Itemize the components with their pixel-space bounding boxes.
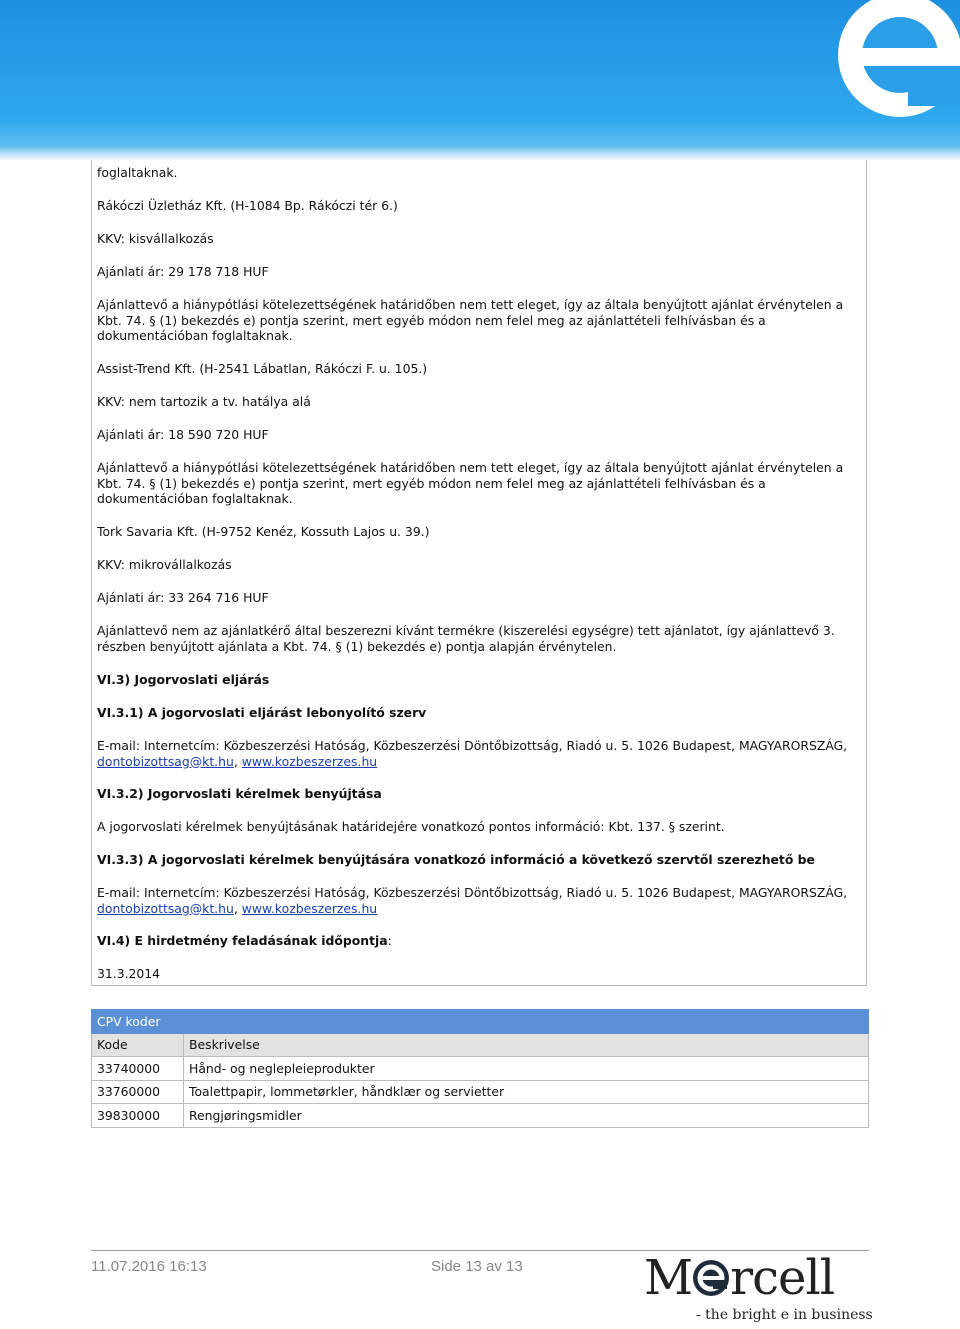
- web-link[interactable]: www.kozbeszerzes.hu: [241, 900, 378, 916]
- company-name: Assist-Trend Kft. (H-2541 Lábatlan, Rákóczi F. u. 105.): [97, 361, 428, 376]
- mercell-logo: [644, 1250, 873, 1327]
- cpv-table-title: CPV koder: [92, 1010, 869, 1034]
- section-heading: VI.3.2) Jogorvoslati kérelmek benyújtása: [97, 786, 382, 801]
- company-name: Tork Savaria Kft. (H-9752 Kenéz, Kossuth Lajos u. 39.): [97, 524, 430, 539]
- logo-text-left: M: [644, 1250, 693, 1306]
- kkv-status: KKV: nem tartozik a tv. hatálya alá: [97, 394, 311, 409]
- section-heading: VI.3.1) A jogorvoslati eljárást lebonyolító szerv: [97, 705, 427, 720]
- table-row: [92, 1057, 869, 1081]
- paragraph: foglaltaknak.: [97, 165, 178, 180]
- kkv-status: KKV: kisvállalkozás: [97, 231, 214, 246]
- table-row: [92, 1080, 869, 1104]
- section-heading: VI.3) Jogorvoslati eljárás: [97, 672, 270, 687]
- kkv-status: KKV: mikrovállalkozás: [97, 557, 232, 572]
- footer-timestamp: 11.07.2016 16:13: [91, 1258, 207, 1275]
- heading-text: VI.4) E hirdetmény feladásának időpontja: [97, 933, 388, 948]
- cpv-table-header-row: [92, 1033, 869, 1057]
- cpv-description: Rengjøringsmidler: [184, 1104, 869, 1128]
- logo-tagline: - the bright e in business: [696, 1307, 873, 1323]
- paragraph: Ajánlattevő nem az ajánlatkérő által beszerezni kívánt termékre (kiszerelési egységre) tett ajánlatot, így ajánlattevő 3. részben benyújtott ajánlata a Kbt. 74. § (1) bekezdés e) pontja alapján érvénytelen.: [97, 623, 835, 654]
- brand-e-icon: [780, 0, 960, 160]
- contact-block: [97, 885, 865, 916]
- logo-text-right: rcell: [730, 1250, 835, 1306]
- company-name: Rákóczi Üzletház Kft. (H-1084 Bp. Rákóczi tér 6.): [97, 198, 398, 213]
- link-separator: ,: [233, 753, 242, 769]
- table-row: [92, 1104, 869, 1128]
- section-heading: VI.3.3) A jogorvoslati kérelmek benyújtására vonatkozó információ a következő szervtől szerezhető be: [97, 852, 815, 867]
- offer-price: Ajánlati ár: 18 590 720 HUF: [97, 427, 269, 442]
- email-link[interactable]: dontobizottsag@kt.hu: [97, 753, 234, 769]
- contact-block: [97, 738, 865, 769]
- paragraph: Ajánlattevő a hiánypótlási kötelezettségének határidőben nem tett eleget, így az általa benyújtott ajánlat érvénytelen a Kbt. 74. § (1) bekezdés e) pontja szerint, mert egyéb módon nem felel meg az ajánlattételi felhívásban és a dokumentációban foglaltaknak.: [97, 460, 844, 506]
- publication-date: 31.3.2014: [97, 966, 161, 981]
- offer-price: Ajánlati ár: 33 264 716 HUF: [97, 590, 269, 605]
- cpv-table: [91, 1009, 869, 1128]
- paragraph: Ajánlattevő a hiánypótlási kötelezettségének határidőben nem tett eleget, így az általa benyújtott ajánlat érvénytelen a Kbt. 74. § (1) bekezdés e) pontja szerint, mert egyéb módon nem felel meg az ajánlattételi felhívásban és a dokumentációban foglaltaknak.: [97, 297, 844, 343]
- logo-wordmark: [644, 1252, 834, 1304]
- contact-text: E-mail: Internetcím: Közbeszerzési Hatóság, Közbeszerzési Döntőbizottság, Riadó u. 5. 1026 Budapest, MAGYARORSZÁG,: [97, 738, 848, 753]
- section-heading: [97, 933, 865, 949]
- cpv-code: 33760000: [92, 1080, 184, 1104]
- column-header-description: Beskrivelse: [184, 1033, 869, 1057]
- offer-price: Ajánlati ár: 29 178 718 HUF: [97, 264, 269, 279]
- cpv-description: Toalettpapir, lommetørkler, håndklær og servietter: [184, 1080, 869, 1104]
- email-link[interactable]: dontobizottsag@kt.hu: [97, 900, 234, 916]
- logo-e-icon: [693, 1260, 729, 1296]
- link-separator: ,: [233, 900, 242, 916]
- heading-colon: :: [387, 933, 392, 948]
- web-link[interactable]: www.kozbeszerzes.hu: [241, 753, 378, 769]
- cpv-description: Hånd- og neglepleieprodukter: [184, 1057, 869, 1081]
- contact-text: E-mail: Internetcím: Közbeszerzési Hatóság, Közbeszerzési Döntőbizottság, Riadó u. 5. 1026 Budapest, MAGYARORSZÁG,: [97, 885, 848, 900]
- paragraph: A jogorvoslati kérelmek benyújtásának határidejére vonatkozó pontos információ: Kbt. 137. § szerint.: [97, 819, 725, 834]
- cpv-code: 33740000: [92, 1057, 184, 1081]
- column-header-code: Kode: [92, 1033, 184, 1057]
- footer-page-number: Side 13 av 13: [431, 1258, 523, 1275]
- top-banner: [0, 0, 960, 160]
- cpv-table-title-row: [92, 1010, 869, 1034]
- cpv-code: 39830000: [92, 1104, 184, 1128]
